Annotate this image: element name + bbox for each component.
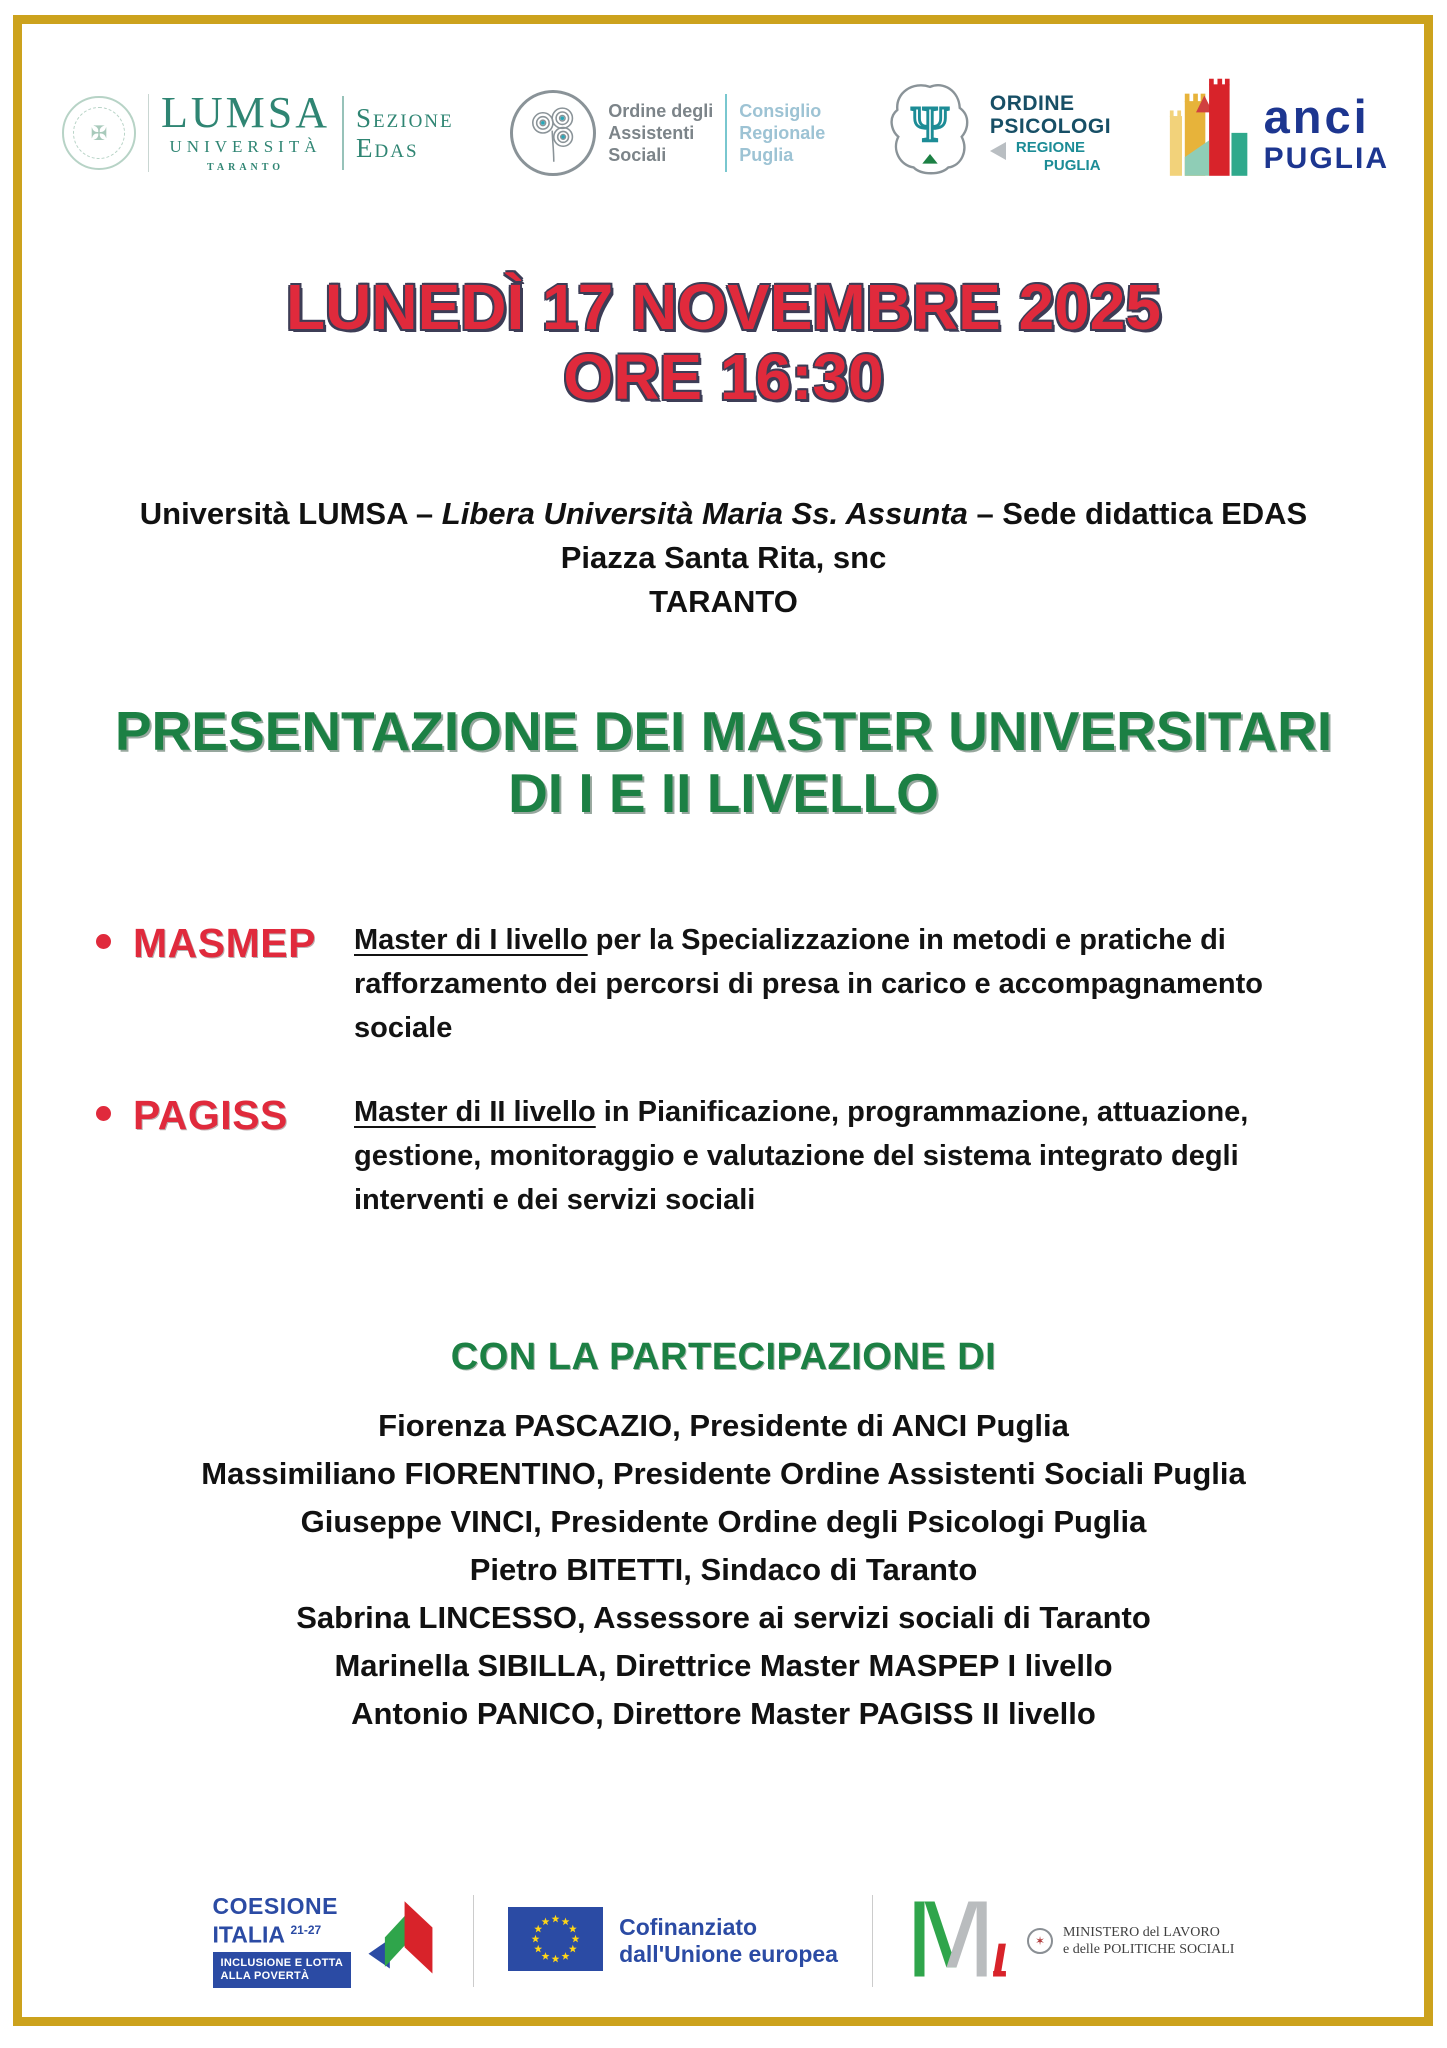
bullet-dot-icon [96,934,111,949]
master-label [96,918,354,1050]
eu-line1: Cofinanziato [619,1914,758,1940]
header-logos-row [62,58,1389,208]
coesione-text [213,1894,352,1989]
anci-castle-icon [1168,77,1252,190]
date-title [0,272,1447,412]
date-line: LUNEDÌ 17 NOVEMBRE 2025 [286,271,1161,343]
master-item-pagiss [96,1090,1367,1222]
master-name: MASMEP [133,920,316,966]
participation-heading: CON LA PARTECIPAZIONE DI [450,1336,997,1378]
ministero-monogram-icon [907,1896,1017,1987]
participant-line: Sabrina LINCESSO, Assessore ai servizi sociali di Taranto [296,1600,1151,1635]
coesione-banner: INCLUSIONE E LOTTA ALLA POVERTÀ [213,1952,352,1988]
time-line: ORE 16:30 [563,341,884,413]
main-title-line1: PRESENTAZIONE DEI MASTER UNIVERSITARI [114,700,1333,762]
ministero-text [1063,1924,1234,1958]
cnoas-name [608,100,713,166]
eu-line2: dall'Unione europea [619,1941,838,1967]
lumsa-section [356,103,454,163]
venue-block [60,492,1387,624]
bullet-dot-icon [96,1106,111,1121]
cnoas-name-line3: Sociali [608,145,667,165]
psicologi-line4: PUGLIA [1043,157,1101,174]
ministero-emblem-icon: ✶ [1027,1928,1053,1954]
master-description: Master di II livello in Pianificazione, programmazione, attuazione, gestione, monitoraggio e valutazione del sistema integrato degli interventi e dei servizi sociali [354,1096,1249,1216]
venue-line2: Piazza Santa Rita, snc [560,540,887,575]
ministero-line2: e delle POLITICHE SOCIALI [1062,1942,1235,1957]
participants-list [40,1402,1407,1738]
lumsa-city: TARANTO [206,162,285,173]
eu-flag-icon [508,1907,603,1976]
masters-list [96,918,1367,1262]
master-item-masmep [96,918,1367,1050]
lumsa-subtitle: UNIVERSITÀ [169,137,322,156]
cnoas-name-line1: Ordine degli [608,101,714,121]
divider [342,96,344,170]
anci-wordmark [1263,89,1389,175]
ministero-logo [907,1896,1234,1987]
coesione-logo [213,1889,440,1994]
psicologi-line1: ORDINE [989,92,1075,115]
participant-line: Antonio PANICO, Direttore Master PAGISS II livello [351,1696,1096,1731]
psicologi-line2: PSICOLOGI [989,115,1112,138]
psicologi-logo [882,81,1111,186]
anci-line2: PUGLIA [1263,141,1389,175]
psicologi-text [990,92,1111,174]
cnoas-region-line2: Regionale [739,123,826,143]
participant-line: Fiorenza PASCAZIO, Presidente di ANCI Puglia [378,1408,1069,1443]
venue-line1: Università LUMSA – Libera Università Maria Ss. Assunta – Sede didattica EDAS [139,496,1308,531]
coesione-line2: ITALIA $^{21-27}$ [212,1921,322,1948]
lumsa-section-line2: Edas [356,133,419,163]
coesione-line1: COESIONE [212,1892,338,1919]
footer-divider [473,1895,474,1987]
lumsa-wordmark [161,88,331,173]
footer-divider [872,1895,873,1987]
venue-line3: TARANTO [649,584,798,619]
divider [725,94,727,172]
eu-cofinanced-logo [508,1907,838,1976]
cnoas-tree-icon [510,90,596,176]
master-label [96,1090,354,1222]
psicologi-psi-icon [882,81,978,186]
main-title [30,700,1417,824]
main-title-line2: DI I E II LIVELLO [508,762,939,824]
participant-line: Giuseppe VINCI, Presidente Ordine degli Psicologi Puglia [300,1504,1147,1539]
lumsa-logo [62,88,454,173]
divider [148,94,149,172]
cnoas-logo [510,90,825,176]
cnoas-region-line1: Consiglio [739,101,822,121]
master-name: PAGISS [133,1092,288,1138]
lumsa-name: LUMSA [161,88,331,137]
eu-text [619,1914,838,1968]
ministero-line1: MINISTERO del LAVORO [1062,1925,1220,1940]
footer-logos-row [0,1866,1447,2016]
anci-line1: anci [1263,89,1370,143]
cnoas-name-line2: Assistenti [608,123,695,143]
lumsa-seal-icon: ✠ [62,96,136,170]
anci-logo [1168,77,1389,190]
cnoas-region-line3: Puglia [739,145,794,165]
participant-line: Massimiliano FIORENTINO, Presidente Ordine Assistenti Sociali Puglia [201,1456,1246,1491]
coesione-chevron-icon [357,1889,439,1994]
lumsa-section-line1: Sezione [356,103,454,133]
svg-text:Ψ: Ψ [911,96,949,152]
participant-line: Marinella SIBILLA, Direttrice Master MASPEP I livello [334,1648,1113,1683]
participant-line: Pietro BITETTI, Sindaco di Taranto [469,1552,978,1587]
master-description: Master di I livello per la Specializzazione in metodi e pratiche di rafforzamento dei percorsi di presa in carico e accompagnamento sociale [354,924,1263,1044]
cnoas-region [739,100,825,166]
psicologi-line3: REGIONE [990,140,1111,156]
